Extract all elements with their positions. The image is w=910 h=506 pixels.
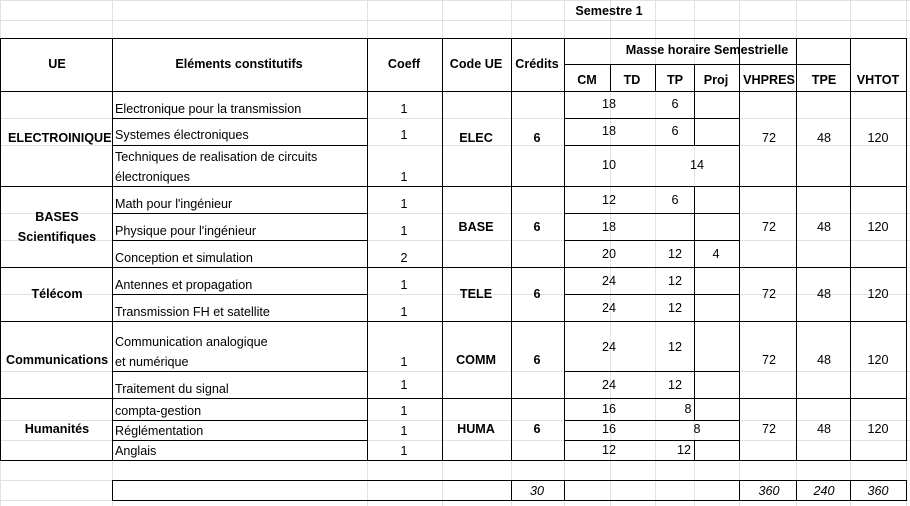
tpe-value: 48 xyxy=(816,287,832,301)
col-header-elements: Eléments constitutifs xyxy=(175,57,303,71)
credits-value: 6 xyxy=(533,287,541,301)
cell-border xyxy=(0,38,1,461)
vhtot-value: 120 xyxy=(867,422,889,436)
element-label: Communication analogique xyxy=(115,335,268,349)
credits-value: 6 xyxy=(533,353,541,367)
cell-border xyxy=(564,420,740,421)
element-label: Réglémentation xyxy=(115,424,204,438)
tpe-value: 48 xyxy=(816,220,832,234)
cm-value: 10 xyxy=(601,158,617,172)
ue-label-line2: Scientifiques xyxy=(17,230,97,244)
cm-value: 20 xyxy=(601,247,617,261)
cell-border xyxy=(511,480,512,501)
element-label: Techniques de realisation de circuits xyxy=(115,150,318,164)
credits-value: 6 xyxy=(533,422,541,436)
proj-value: 4 xyxy=(712,247,720,261)
col-header-code: Code UE xyxy=(449,57,503,71)
code-ue: COMM xyxy=(456,353,496,367)
cell-border xyxy=(367,38,368,461)
coeff-value: 1 xyxy=(400,128,408,142)
coeff-value: 1 xyxy=(400,305,408,319)
vhpres-value: 72 xyxy=(761,131,777,145)
coeff-value: 1 xyxy=(400,197,408,211)
ue-label: BASES xyxy=(35,210,79,224)
cell-border xyxy=(739,38,740,461)
cell-border xyxy=(112,440,368,441)
cell-border xyxy=(564,480,565,501)
cell-border xyxy=(564,38,565,461)
cell-border xyxy=(511,38,512,461)
code-ue: HUMA xyxy=(457,422,495,436)
cm-value: 24 xyxy=(601,378,617,392)
element-label: Math pour l'ingénieur xyxy=(115,197,233,211)
cell-border xyxy=(0,186,907,187)
cell-border xyxy=(850,38,851,461)
cm-value: 12 xyxy=(601,443,617,457)
cm-value: 18 xyxy=(601,97,617,111)
cell-border xyxy=(796,38,797,461)
cell-border xyxy=(564,64,851,65)
credits-value: 6 xyxy=(533,131,541,145)
tp-value: 12 xyxy=(667,247,683,261)
tpe-value: 48 xyxy=(816,422,832,436)
col-header-cm: CM xyxy=(577,73,597,87)
cell-border xyxy=(0,267,907,268)
cell-border xyxy=(112,500,907,501)
credits-value: 6 xyxy=(533,220,541,234)
cell-border xyxy=(112,294,368,295)
tpe-value: 48 xyxy=(816,131,832,145)
cell-border xyxy=(564,118,740,119)
tp-value: 12 xyxy=(667,274,683,288)
element-label-line2: et numérique xyxy=(115,355,189,369)
vhpres-value: 72 xyxy=(761,422,777,436)
ue-label: Humanités xyxy=(24,422,90,436)
cell-border xyxy=(0,398,907,399)
cell-border xyxy=(564,240,740,241)
grid-line xyxy=(0,0,910,1)
cell-border xyxy=(112,420,368,421)
total-tpe: 240 xyxy=(813,484,835,498)
total-vhpres: 360 xyxy=(758,484,780,498)
masse-horaire-header: Masse horaire Semestrielle xyxy=(625,43,789,57)
cell-border xyxy=(112,145,368,146)
cell-border xyxy=(0,38,907,39)
element-label: compta-gestion xyxy=(115,404,202,418)
tp-value: 12 xyxy=(667,340,683,354)
cell-border xyxy=(564,371,740,372)
cell-border xyxy=(112,240,368,241)
vhtot-value: 120 xyxy=(867,353,889,367)
element-label: Physique pour l'ingénieur xyxy=(115,224,257,238)
col-header-coeff: Coeff xyxy=(387,57,421,71)
total-vhtot: 360 xyxy=(867,484,889,498)
code-ue: BASE xyxy=(458,220,494,234)
cell-border xyxy=(564,213,740,214)
cm-value: 24 xyxy=(601,340,617,354)
cell-border xyxy=(655,64,656,92)
cm-value: 16 xyxy=(601,422,617,436)
cm-value: 12 xyxy=(601,193,617,207)
ue-label: Télécom xyxy=(31,287,83,301)
cell-border xyxy=(112,38,113,461)
col-header-credits: Crédits xyxy=(515,57,559,71)
element-label: Systemes électroniques xyxy=(115,128,249,142)
cell-border xyxy=(694,267,695,322)
cell-border xyxy=(694,186,695,241)
cm-value: 24 xyxy=(601,274,617,288)
cell-border xyxy=(0,460,907,461)
tp-value: 6 xyxy=(671,124,679,138)
cell-border xyxy=(564,145,740,146)
element-label: Electronique pour la transmission xyxy=(115,102,302,116)
cell-border xyxy=(0,91,907,92)
cell-border xyxy=(739,480,740,501)
tp-value: 8 xyxy=(684,402,692,416)
coeff-value: 1 xyxy=(400,444,408,458)
tp-value: 12 xyxy=(667,301,683,315)
cell-border xyxy=(850,480,851,501)
col-header-tp: TP xyxy=(666,73,684,87)
col-header-vhpres: VHPRES xyxy=(743,73,795,87)
semester-title: Semestre 1 xyxy=(575,4,643,18)
cm-value: 18 xyxy=(601,124,617,138)
vhpres-value: 72 xyxy=(761,287,777,301)
vhtot-value: 120 xyxy=(867,220,889,234)
cell-border xyxy=(694,321,695,399)
code-ue: ELEC xyxy=(459,131,493,145)
cell-border xyxy=(112,480,113,501)
col-header-td: TD xyxy=(623,73,641,87)
coeff-value: 1 xyxy=(400,355,408,369)
cell-border xyxy=(694,398,695,421)
cell-border xyxy=(564,294,740,295)
element-label: Anglais xyxy=(115,444,157,458)
cell-border xyxy=(112,213,368,214)
tp-value: 14 xyxy=(689,158,705,172)
cell-border xyxy=(694,440,695,461)
cm-value: 16 xyxy=(601,402,617,416)
cell-border xyxy=(694,240,695,268)
col-header-proj: Proj xyxy=(703,73,729,87)
cm-value: 24 xyxy=(601,301,617,315)
col-header-tpe: TPE xyxy=(811,73,837,87)
coeff-value: 1 xyxy=(400,170,408,184)
coeff-value: 1 xyxy=(400,404,408,418)
cell-border xyxy=(564,440,740,441)
col-header-ue: UE xyxy=(48,57,66,71)
vhpres-value: 72 xyxy=(761,353,777,367)
cell-border xyxy=(112,480,907,481)
coeff-value: 1 xyxy=(400,378,408,392)
tp-value: 6 xyxy=(671,97,679,111)
vhtot-value: 120 xyxy=(867,131,889,145)
grid-line xyxy=(0,20,910,21)
code-ue: TELE xyxy=(459,287,493,301)
tpe-value: 48 xyxy=(816,353,832,367)
element-label: Traitement du signal xyxy=(115,382,229,396)
tp-value: 8 xyxy=(693,422,701,436)
element-label: Transmission FH et satellite xyxy=(115,305,270,319)
element-label: Conception et simulation xyxy=(115,251,253,265)
tp-value: 12 xyxy=(676,443,692,457)
cell-border xyxy=(796,480,797,501)
coeff-value: 1 xyxy=(400,278,408,292)
cell-border xyxy=(112,118,368,119)
coeff-value: 1 xyxy=(400,224,408,238)
element-label-line2: électroniques xyxy=(115,170,190,184)
cell-border xyxy=(694,64,695,92)
coeff-value: 1 xyxy=(400,102,408,116)
cell-border xyxy=(112,371,368,372)
cell-border xyxy=(0,321,907,322)
element-label: Antennes et propagation xyxy=(115,278,253,292)
tp-value: 12 xyxy=(667,378,683,392)
ue-label: Communications xyxy=(6,353,109,367)
cell-border xyxy=(694,91,695,146)
coeff-value: 2 xyxy=(400,251,408,265)
cell-border xyxy=(906,38,907,461)
col-header-vhtot: VHTOT xyxy=(856,73,900,87)
vhtot-value: 120 xyxy=(867,287,889,301)
cell-border xyxy=(610,64,611,92)
tp-value: 6 xyxy=(671,193,679,207)
coeff-value: 1 xyxy=(400,424,408,438)
cell-border xyxy=(906,480,907,501)
cm-value: 18 xyxy=(601,220,617,234)
ue-label: ELECTROINIQUE xyxy=(8,131,112,145)
cell-border xyxy=(442,38,443,461)
vhpres-value: 72 xyxy=(761,220,777,234)
total-credits: 30 xyxy=(529,484,545,498)
